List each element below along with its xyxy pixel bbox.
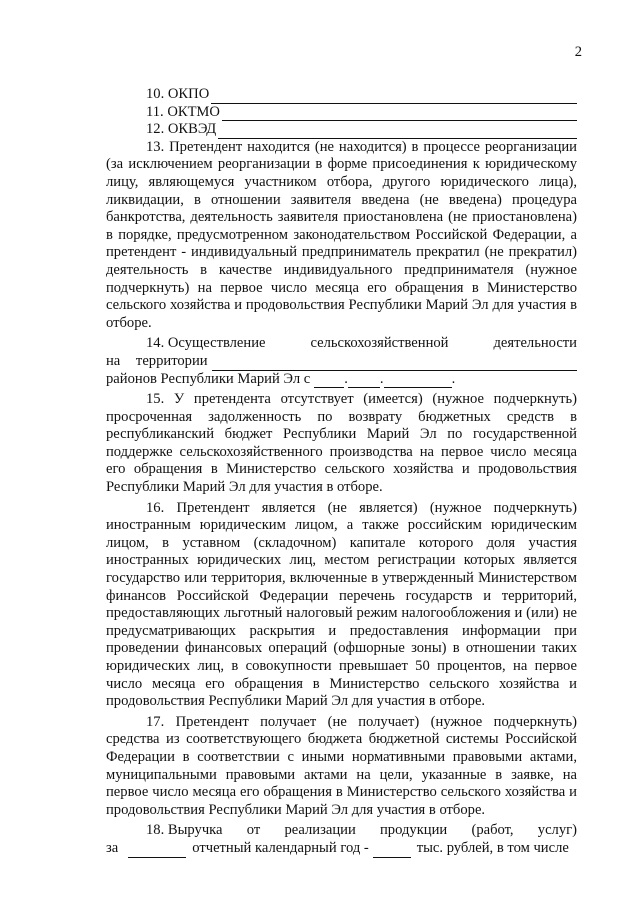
territory-blank-line[interactable] (212, 356, 577, 371)
month-blank[interactable] (348, 373, 380, 388)
p18-word-1: 18. Выручка (146, 822, 223, 839)
okved-label: 12. ОКВЭД (146, 121, 217, 138)
p18-word-5: (работ, (471, 822, 514, 839)
p18-word-4: продукции (380, 822, 448, 839)
year-revenue-blank[interactable] (128, 843, 186, 858)
paragraph-13: 13. Претендент находится (не находится) в процессе реорганизации (за исключением реорганизации в форме присоединения к юридическому лицу, являющемуся участником отбора, другого юридического лица), ликвидации, в отношении заявителя введена (не введена) процедура банкротства, деятельность заявителя приостановлена (не приостановлена) в порядке, предусмотренном законодательством Российской Федерации, а претендент - индивидуальный предприниматель прекратил (не прекратил) деятельность в качестве индивидуального предпринимателя (нужное подчеркнуть) на первое число месяца его обращения в Министерство сельского хозяйства и продовольствия Республики Марий Эл для участия в отборе. (106, 138, 577, 331)
p14-word-1: 14. Осуществление (146, 335, 266, 352)
p14-line-2 (106, 353, 577, 371)
document-body (106, 86, 577, 858)
oktmo-field (106, 104, 577, 122)
p14-territory-label: на территории (106, 352, 208, 369)
revenue-amount-blank[interactable] (373, 843, 411, 858)
p18-line-2 (106, 840, 577, 858)
okved-field (106, 121, 577, 139)
p18-line-1 (106, 822, 577, 840)
date-end-period: . (451, 370, 456, 387)
p18-word-2: от (246, 822, 261, 839)
date-separator-1: . (344, 370, 348, 387)
paragraph-16: 16. Претендент является (не является) (нужное подчеркнуть) иностранным юридическим лицом, а также российским юридическим лицом, в уставном (складочном) капитале которого доля участия иностранных юридических лиц, местом регистрации которых является государство или территория, включенные в утвержденный Министерством финансов Российской Федерации перечень государств и территорий, предоставляющих льготный налоговый режим налогообложения и (или) не предусматривающих раскрытия и предоставления информации при проведении финансовых операций (офшорные зоны) в отношении таких юридических лиц, в совокупности превышает 50 процентов, на первое число месяца его обращения в Министерство сельского хозяйства и продовольствия Республики Марий Эл для участия в отборе. (106, 499, 577, 710)
p14-line-1 (106, 335, 577, 353)
paragraph-18 (106, 822, 577, 857)
year-blank[interactable] (384, 373, 452, 388)
p14-word-3: деятельности (493, 335, 577, 352)
date-separator-2: . (379, 370, 384, 387)
day-blank[interactable] (314, 373, 344, 388)
p18-word-3: реализации (284, 822, 356, 839)
p18-units-label: тыс. рублей, в том числе (416, 839, 569, 856)
paragraph-15: 15. У претендента отсутствует (имеется) (нужное подчеркнуть) просроченная задолженность по возврату бюджетных средств в республиканский бюджет Республики Марий Эл по государственной поддержке сельскохозяйственного производства на первое число месяца его обращения в Министерство сельского хозяйства и продовольствия Республики Марий Эл для участия в отборе. (106, 391, 577, 496)
oktmo-label: 11. ОКТМО (146, 103, 220, 120)
p14-line-3 (106, 371, 577, 389)
okpo-field (106, 86, 577, 104)
okved-blank-line[interactable] (218, 124, 577, 139)
page-number: 2 (574, 44, 582, 60)
p18-for-label: за (106, 839, 119, 856)
okpo-label: 10. ОКПО (146, 86, 210, 102)
p14-word-2: сельскохозяйственной (310, 335, 449, 352)
oktmo-blank-line[interactable] (222, 106, 577, 121)
paragraph-17: 17. Претендент получает (не получает) (нужное подчеркнуть) средства из соответствующего бюджета бюджетной системы Российской Федерации в соответствии с иными нормативными правовыми актами, муниципальными правовыми актами на цели, указанные в заявке, на первое число месяца его обращения в Министерство сельского хозяйства и продовольствия Республики Марий Эл для участия в отборе. (106, 713, 577, 818)
paragraph-14 (106, 335, 577, 388)
okpo-blank-line[interactable] (211, 89, 577, 104)
p14-since-label: районов Республики Марий Эл с (106, 370, 311, 387)
p18-period-label: отчетный календарный год - (192, 839, 369, 856)
p18-word-6: услуг) (537, 822, 577, 839)
